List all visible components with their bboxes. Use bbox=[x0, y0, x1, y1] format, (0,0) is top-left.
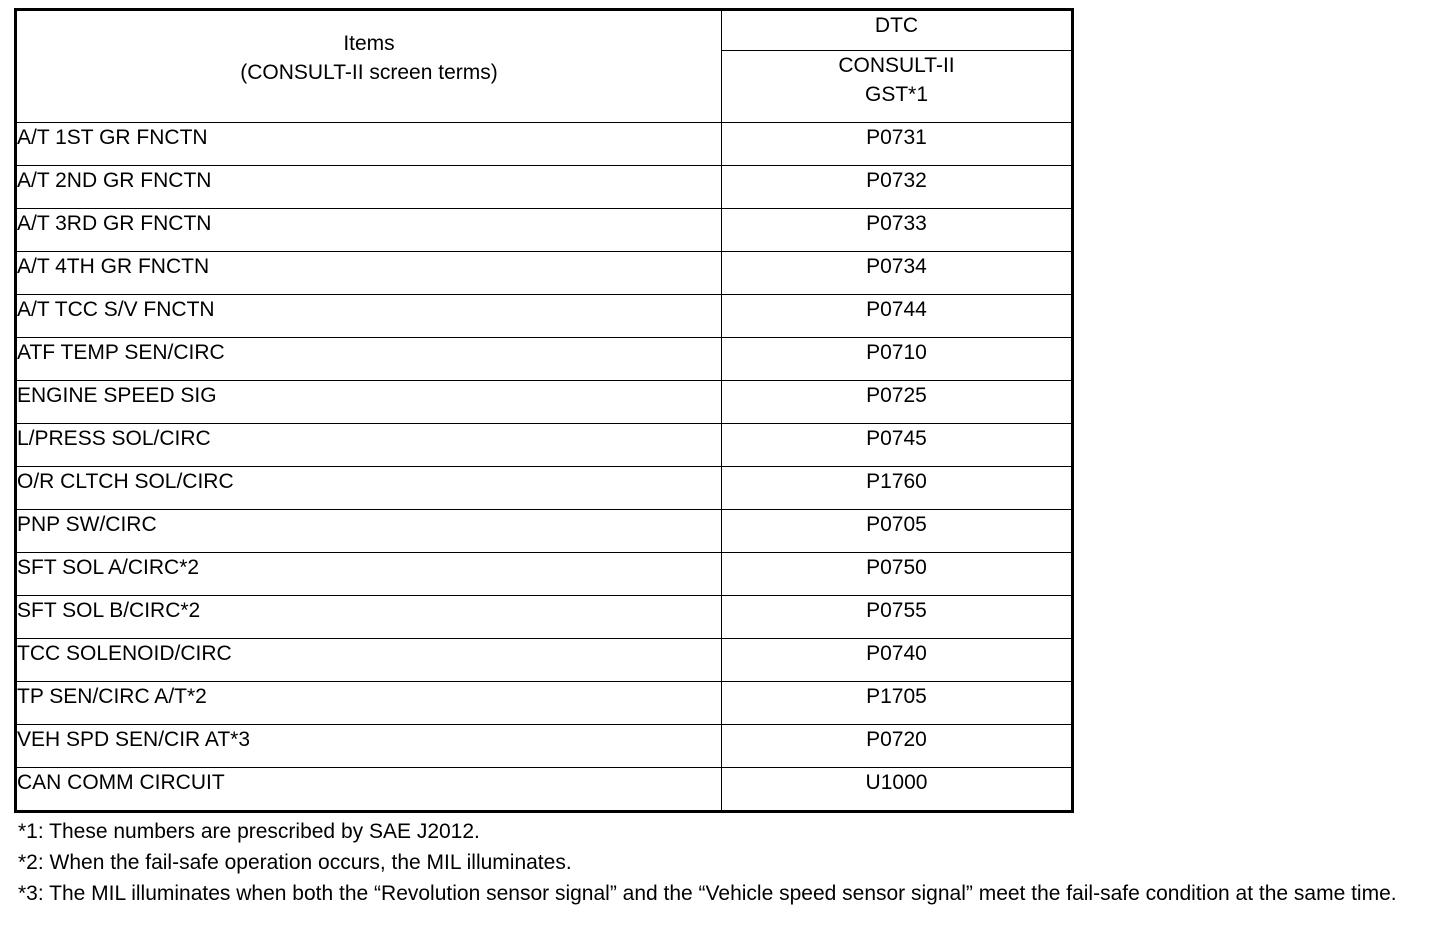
table-row bbox=[16, 639, 1073, 682]
table-row bbox=[16, 725, 1073, 768]
items-header-line1: Items bbox=[343, 31, 395, 55]
dtc-code-cell: P0755 bbox=[722, 596, 1073, 639]
item-cell: O/R CLTCH SOL/CIRC bbox=[16, 467, 722, 510]
footnote-1: *1: These numbers are prescribed by SAE J2012. bbox=[18, 820, 480, 843]
table-row bbox=[16, 682, 1073, 725]
dtc-code-cell: P0710 bbox=[722, 338, 1073, 381]
dtc-code-cell: P0745 bbox=[722, 424, 1073, 467]
table-row bbox=[16, 295, 1073, 338]
dtc-code-cell: P1760 bbox=[722, 467, 1073, 510]
table-row bbox=[16, 424, 1073, 467]
table-row bbox=[16, 381, 1073, 424]
dtc-table bbox=[14, 8, 1074, 813]
footnote-2: *2: When the fail-safe operation occurs, the MIL illuminates. bbox=[18, 851, 572, 874]
item-cell: TCC SOLENOID/CIRC bbox=[16, 639, 722, 682]
item-cell: VEH SPD SEN/CIR AT*3 bbox=[16, 725, 722, 768]
dtc-code-cell: P0740 bbox=[722, 639, 1073, 682]
item-cell: A/T 4TH GR FNCTN bbox=[16, 252, 722, 295]
item-cell: ATF TEMP SEN/CIRC bbox=[16, 338, 722, 381]
footnotes bbox=[18, 816, 1438, 909]
dtc-code-cell: P0733 bbox=[722, 209, 1073, 252]
items-header-cell bbox=[16, 10, 722, 123]
dtc-code-cell: P0750 bbox=[722, 553, 1073, 596]
dtc-code-cell: P0744 bbox=[722, 295, 1073, 338]
table-row bbox=[16, 467, 1073, 510]
item-cell: A/T 1ST GR FNCTN bbox=[16, 123, 722, 166]
consult-header-line2: GST*1 bbox=[864, 83, 929, 107]
dtc-header-label: DTC bbox=[874, 14, 919, 37]
item-cell: A/T TCC S/V FNCTN bbox=[16, 295, 722, 338]
item-cell: L/PRESS SOL/CIRC bbox=[16, 424, 722, 467]
item-cell: PNP SW/CIRC bbox=[16, 510, 722, 553]
table-row bbox=[16, 596, 1073, 639]
table-header bbox=[16, 10, 1073, 123]
consult-header-line1: CONSULT-II bbox=[838, 54, 955, 78]
item-cell: SFT SOL A/CIRC*2 bbox=[16, 553, 722, 596]
dtc-code-cell: P0720 bbox=[722, 725, 1073, 768]
table-row bbox=[16, 510, 1073, 553]
table-row bbox=[16, 553, 1073, 596]
dtc-code-cell: P0705 bbox=[722, 510, 1073, 553]
item-cell: CAN COMM CIRCUIT bbox=[16, 768, 722, 812]
dtc-code-cell: P0734 bbox=[722, 252, 1073, 295]
dtc-code-cell: P1705 bbox=[722, 682, 1073, 725]
item-cell: ENGINE SPEED SIG bbox=[16, 381, 722, 424]
dtc-code-cell: U1000 bbox=[722, 768, 1073, 812]
item-cell: SFT SOL B/CIRC*2 bbox=[16, 596, 722, 639]
item-cell: A/T 3RD GR FNCTN bbox=[16, 209, 722, 252]
dtc-code-cell: P0731 bbox=[722, 123, 1073, 166]
dtc-code-cell: P0732 bbox=[722, 166, 1073, 209]
table-row bbox=[16, 123, 1073, 166]
table-row bbox=[16, 166, 1073, 209]
item-cell: TP SEN/CIRC A/T*2 bbox=[16, 682, 722, 725]
dtc-code-cell: P0725 bbox=[722, 381, 1073, 424]
items-header-line2: (CONSULT-II screen terms) bbox=[240, 60, 498, 84]
consult-header-cell bbox=[722, 51, 1073, 123]
table-row bbox=[16, 209, 1073, 252]
item-cell: A/T 2ND GR FNCTN bbox=[16, 166, 722, 209]
dtc-header-cell bbox=[722, 10, 1073, 51]
table-row bbox=[16, 768, 1073, 812]
table-row bbox=[16, 252, 1073, 295]
table-row bbox=[16, 338, 1073, 381]
footnote-3: *3: The MIL illuminates when both the “Revolution sensor signal” and the “Vehicle speed sensor signal” meet the fail-safe condition at the same time. bbox=[18, 882, 1397, 905]
